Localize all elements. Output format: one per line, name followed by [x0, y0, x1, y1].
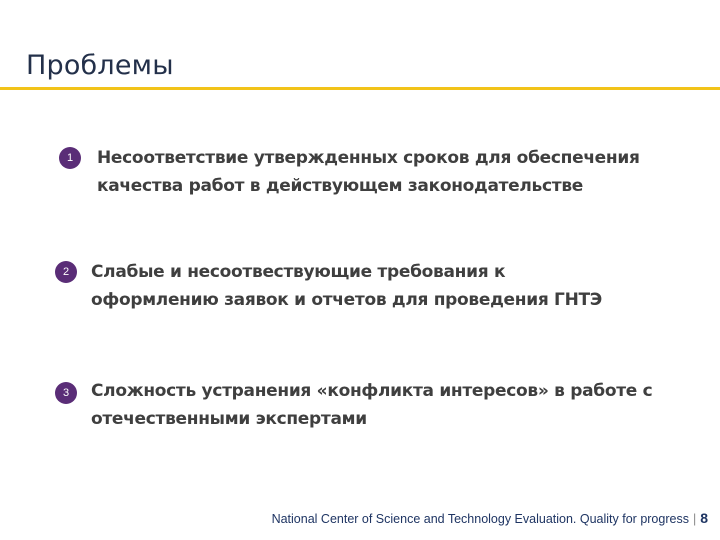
number-badge-3: 3	[55, 382, 77, 404]
problem-text-2	[91, 258, 602, 314]
title-underline	[0, 87, 720, 90]
footer	[272, 510, 708, 526]
problem-3-line-2: отечественными экспертами	[91, 409, 367, 429]
problem-3-line-1: Сложность устранения «конфликта интересов» в работе с	[91, 381, 653, 401]
problem-1-line-2: качества работ в действующем законодательстве	[97, 176, 584, 196]
footer-separator: |	[692, 512, 697, 526]
problem-2-line-2: оформлению заявок и отчетов для проведения ГНТЭ	[91, 290, 602, 310]
problem-1-line-1: Несоответствие утвержденных сроков для обеспечения	[97, 148, 640, 168]
problem-text-1	[97, 144, 640, 200]
problem-2-line-1: Слабые и несоотвествующие требования к	[91, 262, 506, 282]
number-badge-2: 2	[55, 261, 77, 283]
problem-text-3	[91, 377, 652, 433]
slide-title: Проблемы	[26, 50, 174, 81]
number-badge-1: 1	[59, 147, 81, 169]
footer-text: National Center of Science and Technology Evaluation. Quality for progress	[271, 512, 689, 526]
page-number: 8	[700, 510, 708, 526]
